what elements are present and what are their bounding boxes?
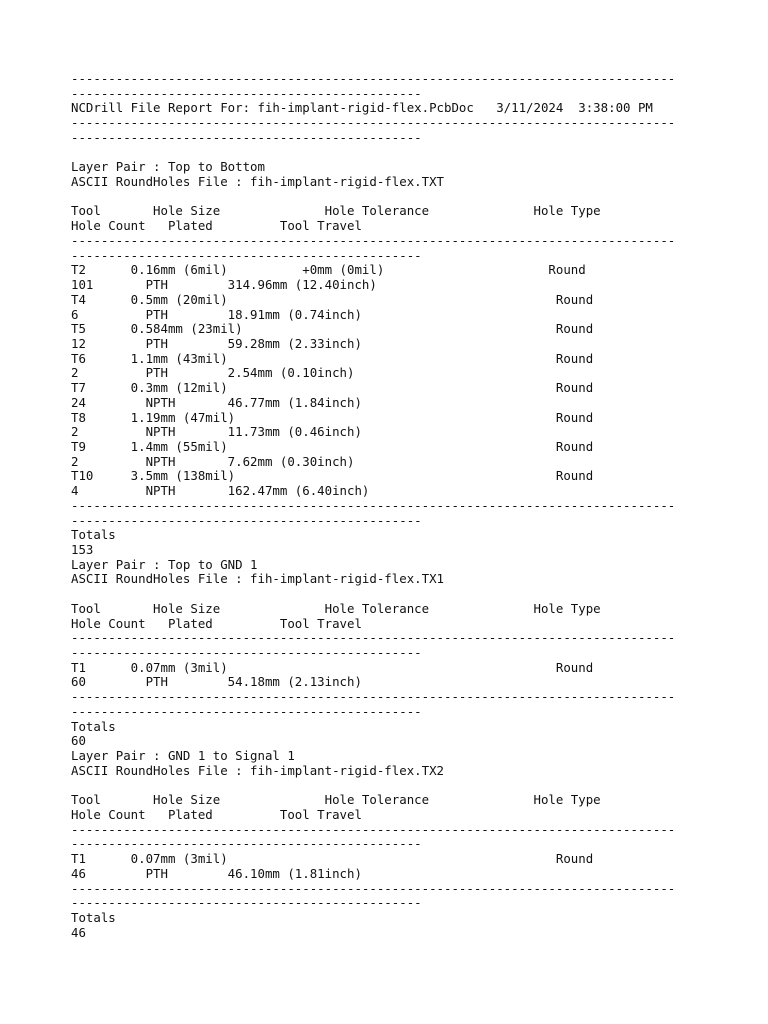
- report-line: 2 PTH 2.54mm (0.10inch): [71, 365, 355, 381]
- report-line: T5 0.584mm (23mil) Round: [71, 321, 594, 337]
- report-line: 24 NPTH 46.77mm (1.84inch): [71, 394, 362, 410]
- report-line: T9 1.4mm (55mil) Round: [71, 438, 594, 454]
- report-line: 6 PTH 18.91mm (0.74inch): [71, 306, 362, 322]
- report-line: NCDrill File Report For: fih-implant-rigid-flex.PcbDoc 3/11/2024 3:38:00 PM: [71, 100, 653, 116]
- report-line: [71, 779, 675, 794]
- report-line: ASCII RoundHoles File : fih-implant-rigid-flex.TX1: [71, 571, 444, 587]
- report-line: 12 PTH 59.28mm (2.33inch): [71, 335, 362, 351]
- report-line: -----------------------------------------------: [71, 247, 422, 263]
- report-line: -----------------------------------------------: [71, 703, 422, 719]
- report-line: 4 NPTH 162.47mm (6.40inch): [71, 483, 370, 499]
- report-line: 153: [71, 542, 94, 557]
- report-line: 46: [71, 924, 86, 940]
- report-line: Hole Count Plated Tool Travel: [71, 615, 362, 631]
- report-line: 60: [71, 733, 86, 749]
- report-line: -----------------------------------------------: [71, 645, 422, 661]
- report-line: Layer Pair : Top to Bottom: [71, 159, 265, 175]
- report-line: Hole Count Plated Tool Travel: [71, 218, 362, 234]
- report-line: Layer Pair : Top to GND 1: [71, 556, 258, 572]
- report-line: ---------------------------------------------------------------------------------: [71, 115, 676, 131]
- report-line: 2 NPTH 7.62mm (0.30inch): [71, 453, 355, 469]
- report-line: Hole Count Plated Tool Travel: [71, 806, 362, 822]
- report-line: 101 PTH 314.96mm (12.40inch): [71, 277, 377, 293]
- report-line: T6 1.1mm (43mil) Round: [71, 350, 594, 366]
- report-line: [71, 146, 675, 161]
- drill-report-body: [71, 72, 675, 940]
- report-line: ---------------------------------------------------------------------------------: [71, 497, 676, 513]
- report-line: 60 PTH 54.18mm (2.13inch): [71, 674, 362, 690]
- report-line: 46 PTH 46.10mm (1.81inch): [71, 865, 362, 881]
- report-line: 2 NPTH 11.73mm (0.46inch): [71, 424, 362, 440]
- report-line: ---------------------------------------------------------------------------------: [71, 689, 676, 705]
- report-line: [71, 190, 675, 205]
- report-line: T2 0.16mm (6mil) +0mm (0mil) Round: [71, 262, 586, 278]
- report-line: ASCII RoundHoles File : fih-implant-rigid-flex.TXT: [71, 174, 444, 190]
- report-line: Tool Hole Size Hole Tolerance Hole Type: [71, 203, 601, 219]
- report-line: T7 0.3mm (12mil) Round: [71, 380, 594, 396]
- report-line: [71, 587, 675, 602]
- report-line: Tool Hole Size Hole Tolerance Hole Type: [71, 792, 601, 808]
- report-line: -----------------------------------------------: [71, 895, 422, 911]
- report-line: T4 0.5mm (20mil) Round: [71, 291, 594, 307]
- report-line: Totals: [71, 718, 116, 734]
- report-line: -----------------------------------------------: [71, 512, 422, 528]
- report-line: ---------------------------------------------------------------------------------: [71, 232, 676, 248]
- report-line: Totals: [71, 527, 116, 543]
- report-line: ASCII RoundHoles File : fih-implant-rigid-flex.TX2: [71, 762, 444, 778]
- report-line: -----------------------------------------------: [71, 129, 422, 145]
- report-line: T1 0.07mm (3mil) Round: [71, 659, 594, 675]
- report-line: ---------------------------------------------------------------------------------: [71, 821, 676, 837]
- report-line: -----------------------------------------------: [71, 836, 422, 852]
- report-line: T1 0.07mm (3mil) Round: [71, 851, 594, 867]
- report-line: -----------------------------------------------: [71, 85, 422, 101]
- report-line: ---------------------------------------------------------------------------------: [71, 71, 676, 86]
- report-line: ---------------------------------------------------------------------------------: [71, 880, 676, 896]
- report-line: ---------------------------------------------------------------------------------: [71, 630, 676, 646]
- report-line: T8 1.19mm (47mil) Round: [71, 409, 594, 425]
- report-line: T10 3.5mm (138mil) Round: [71, 468, 594, 484]
- report-line: Layer Pair : GND 1 to Signal 1: [71, 748, 295, 764]
- report-line: Tool Hole Size Hole Tolerance Hole Type: [71, 600, 601, 616]
- report-line: Totals: [71, 909, 116, 925]
